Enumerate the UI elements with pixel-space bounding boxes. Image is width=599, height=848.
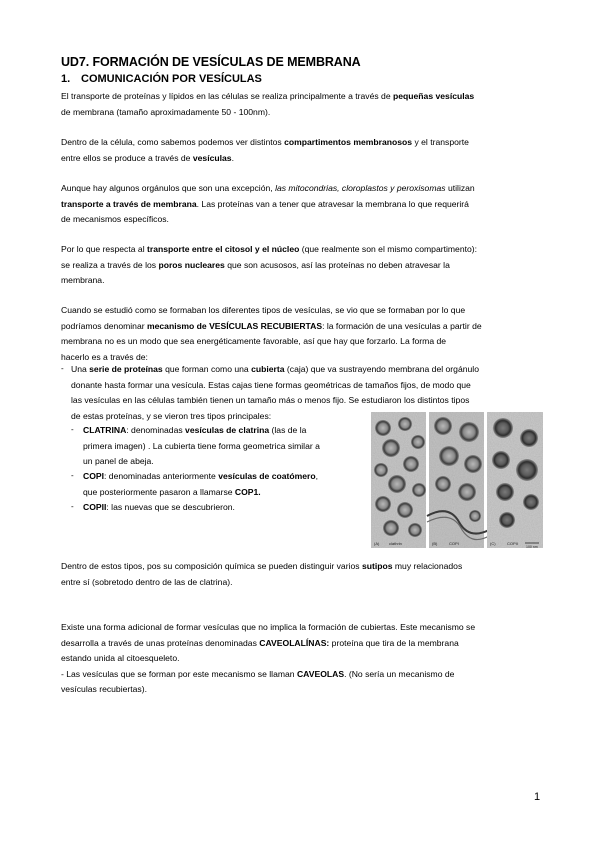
- text: un panel de abeja.: [83, 456, 154, 467]
- text: membrana no es un modo que sea energéticamente favorable, así que hay que forzarlo. La forma de: [61, 336, 447, 347]
- bold-text: sutipos: [361, 561, 393, 571]
- text: se realiza a través de los: [61, 259, 159, 270]
- bold-text: mecanismo de VESÍCULAS RECUBIERTAS: [146, 320, 323, 331]
- panel-a-label: (A): [374, 541, 380, 546]
- text: (caja) que va sustrayendo membrana del orgánulo: [284, 364, 479, 374]
- list-item-copi: [83, 469, 368, 500]
- paragraph-nucleus: [61, 242, 545, 289]
- text: primera imagen) . La cubierta tiene forma geometrica similar a: [83, 440, 320, 451]
- text: Cuando se estudió como se formaban los diferentes tipos de vesículas, se vio que se formaban por lo que: [61, 305, 466, 315]
- bold-text: transporte a través de membrana: [61, 198, 197, 209]
- bold-text: vesículas: [192, 152, 232, 163]
- bold-text: COPI: [83, 471, 105, 481]
- panel-a-caption: clathrin: [389, 541, 402, 546]
- micrograph-figure: [371, 412, 543, 554]
- text: (que realmente son el mismo compartimento):: [299, 244, 478, 254]
- section-title: COMUNICACIÓN POR VESÍCULAS: [81, 73, 262, 85]
- text: Dentro de estos tipos, pos su composición química se pueden distinguir varios: [61, 561, 362, 571]
- bold-text: COP1.: [234, 486, 261, 497]
- bold-text: vesículas de clatrina: [185, 425, 270, 435]
- text: vesículas recubiertas).: [61, 684, 147, 695]
- text: que posteriormente pasaron a llamarse: [83, 486, 235, 497]
- paragraph-subtypes: [61, 559, 545, 590]
- text: Existe una forma adicional de formar vesículas que no implica la formación de cubiertas. Este mecanismo se: [61, 622, 476, 632]
- paragraph-compartments: [61, 135, 545, 166]
- panel-copii: [487, 412, 543, 549]
- panel-copi: [427, 412, 489, 548]
- bold-text: pequeñas vesículas: [393, 91, 475, 101]
- text: las vesículas en las células también tienen un tamaño más o menos fijo. Se estudiaron los distintos tipos: [71, 395, 470, 406]
- paragraph-organelles: [61, 181, 545, 228]
- text: proteína que tira de la membrana: [329, 637, 459, 648]
- text: de membrana (tamaño aproximadamente 50 - 100nm).: [61, 106, 271, 117]
- bold-text: cubierta: [251, 364, 285, 374]
- bold-text: CLATRINA: [83, 425, 127, 435]
- list-item-clatrina: [83, 423, 368, 470]
- text: donante hasta formar una vesícula. Estas cajas tiene formas geométricas de tamaños fijos, de modo que: [71, 379, 471, 390]
- text: hacerlo es a través de:: [61, 351, 148, 362]
- text: que forman como una: [162, 364, 252, 374]
- text: : denominadas: [126, 425, 186, 435]
- bold-text: CAVEOLALÍNAS:: [259, 637, 330, 648]
- list-item-copii: [83, 500, 368, 516]
- text: : la formación de una vesículas a partir de: [322, 320, 482, 331]
- text: utilizan: [445, 183, 475, 193]
- document-title: UD7. FORMACIÓN DE VESÍCULAS DE MEMBRANA: [61, 55, 361, 69]
- text: entre sí (sobretodo dentro de las de clatrina).: [61, 576, 233, 587]
- text: podríamos denominar: [61, 320, 147, 331]
- paragraph-transport-intro: [61, 89, 545, 120]
- text: El transporte de proteínas y lípidos en las células se realiza principalmente a través de: [61, 91, 393, 101]
- text: Aunque hay algunos orgánulos que son una excepción,: [61, 183, 276, 193]
- text: . (No sería un mecanismo de: [344, 668, 455, 679]
- section-number: 1.: [61, 73, 71, 85]
- text: membrana.: [61, 275, 105, 286]
- panel-b-caption: COPI: [449, 541, 459, 546]
- text: . Las proteínas van a tener que atravesar la membrana lo que requerirá: [196, 198, 469, 209]
- text: estando unida al citoesqueleto.: [61, 653, 180, 664]
- text: de estas proteínas, y se vieron tres tipos principales:: [71, 410, 272, 421]
- bold-text: compartimentos membranosos: [284, 137, 413, 147]
- scale-bar-label: 100 nm: [526, 545, 538, 549]
- section-heading: [61, 73, 262, 85]
- list-bullet: -: [61, 364, 64, 373]
- bold-text: COPII: [83, 502, 107, 512]
- text: y el transporte: [412, 137, 469, 147]
- text: de mecanismos específicos.: [61, 214, 169, 225]
- bold-text: CAVEOLAS: [296, 668, 345, 679]
- text: Por lo que respecta al: [61, 244, 147, 254]
- italic-text: las mitocondrias, cloroplastos y peroxisomas: [275, 183, 446, 193]
- panel-c-label: (C): [490, 541, 496, 546]
- text: entre ellos se produce a través de: [61, 152, 193, 163]
- sub-bullet: -: [71, 502, 74, 511]
- text: .: [231, 152, 234, 163]
- text: que son acusosos, así las proteínas no deben atravesar la: [224, 259, 450, 270]
- text: (las de la: [269, 425, 307, 435]
- bold-text: transporte entre el citosol y el núcleo: [147, 244, 300, 254]
- text: : las nuevas que se descubrieron.: [106, 502, 235, 512]
- paragraph-coated-vesicles: [61, 303, 545, 365]
- micrograph-image: [371, 412, 543, 554]
- text: ,: [315, 471, 319, 481]
- text: desarrolla a través de unas proteínas denominadas: [61, 637, 260, 648]
- panel-c-caption: COPII: [507, 541, 518, 546]
- bold-text: poros nucleares: [158, 259, 225, 270]
- page-number: 1: [534, 791, 541, 803]
- panel-b-label: (B): [432, 541, 438, 546]
- paragraph-caveolins: [61, 620, 545, 698]
- text: - Las vesículas que se forman por este mecanismo se llaman: [61, 668, 297, 679]
- panel-clathrin: [371, 412, 426, 548]
- text: muy relacionados: [392, 561, 463, 571]
- sub-bullet: -: [71, 471, 74, 480]
- text: Dentro de la célula, como sabemos podemos ver distintos: [61, 137, 285, 147]
- bold-text: serie de proteínas: [89, 364, 163, 374]
- text: : denominadas anteriormente: [104, 471, 219, 481]
- sub-bullet: -: [71, 425, 74, 434]
- bold-text: vesículas de coatómero: [218, 471, 316, 481]
- text: Una: [71, 364, 90, 374]
